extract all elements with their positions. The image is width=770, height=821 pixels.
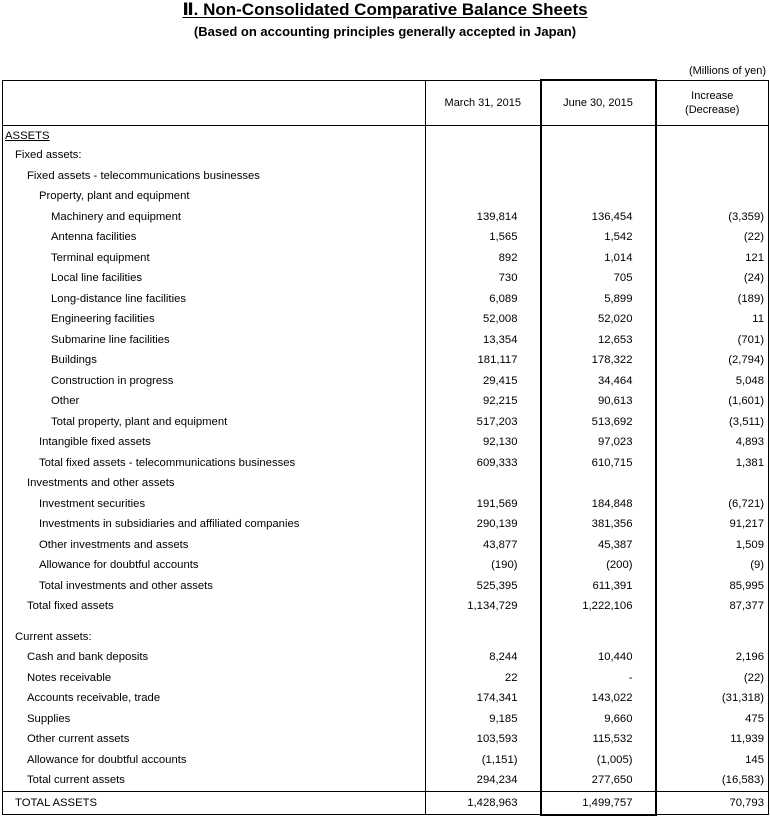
row-value-col3: 121 [656, 248, 769, 269]
row-label: Allowance for doubtful accounts [3, 750, 426, 771]
row-value-col3 [656, 145, 769, 166]
row-value-col1: 8,244 [426, 647, 541, 668]
row-value-col3: (16,583) [656, 770, 769, 791]
row-value-col1: 191,569 [426, 494, 541, 515]
row-value-col1: 6,089 [426, 289, 541, 310]
row-value-col1 [426, 166, 541, 187]
row-label: Machinery and equipment [3, 207, 426, 228]
row-value-col2: 143,022 [541, 688, 656, 709]
row-value-col1: 525,395 [426, 576, 541, 597]
row-value-col1: 9,185 [426, 709, 541, 730]
document-subtitle: (Based on accounting principles generally accepted in Japan) [193, 24, 577, 39]
table-row [3, 688, 769, 709]
row-label: Local line facilities [3, 268, 426, 289]
row-value-col1: 174,341 [426, 688, 541, 709]
row-label: Buildings [3, 350, 426, 371]
row-label: Total fixed assets [3, 596, 426, 617]
balance-sheet-table [2, 79, 769, 816]
table-row [3, 750, 769, 771]
column-header-increase-decrease: Increase (Decrease) [656, 80, 769, 126]
table-row [3, 432, 769, 453]
row-value-col3: 5,048 [656, 371, 769, 392]
row-value-col3: 1,509 [656, 535, 769, 556]
row-label: Engineering facilities [3, 309, 426, 330]
header-row [3, 80, 769, 126]
table-row [3, 350, 769, 371]
row-value-col1: 43,877 [426, 535, 541, 556]
row-value-col2: 184,848 [541, 494, 656, 515]
row-value-col2: 10,440 [541, 647, 656, 668]
row-value-col1: 103,593 [426, 729, 541, 750]
row-value-col1: 1,565 [426, 227, 541, 248]
row-value-col1: 139,814 [426, 207, 541, 228]
row-value-col2: 52,020 [541, 309, 656, 330]
row-label: Total fixed assets - telecommunications businesses [3, 453, 426, 474]
row-value-col3: (22) [656, 227, 769, 248]
row-value-col1 [426, 627, 541, 648]
table-row [3, 371, 769, 392]
row-value-col1: 290,139 [426, 514, 541, 535]
row-value-col2: 9,660 [541, 709, 656, 730]
row-value-col3 [656, 627, 769, 648]
table-row [3, 227, 769, 248]
row-value-col3 [656, 166, 769, 187]
row-label: Other current assets [3, 729, 426, 750]
table-row [3, 248, 769, 269]
row-label: Allowance for doubtful accounts [3, 555, 426, 576]
row-label: Cash and bank deposits [3, 647, 426, 668]
row-label: Terminal equipment [3, 248, 426, 269]
row-label: Other investments and assets [3, 535, 426, 556]
row-value-col1: 609,333 [426, 453, 541, 474]
spacer-row [3, 617, 769, 627]
row-value-col3: (3,511) [656, 412, 769, 433]
row-value-col2: 136,454 [541, 207, 656, 228]
row-value-col2 [541, 627, 656, 648]
table-row [3, 412, 769, 433]
table-row [3, 576, 769, 597]
row-value-col2: 90,613 [541, 391, 656, 412]
row-value-col1: 22 [426, 668, 541, 689]
table-row [3, 770, 769, 791]
row-value-col1 [426, 473, 541, 494]
row-label: Accounts receivable, trade [3, 688, 426, 709]
unit-note: (Millions of yen) [688, 65, 766, 77]
row-value-col1: 52,008 [426, 309, 541, 330]
row-value-col1 [426, 186, 541, 207]
row-value-col2: 5,899 [541, 289, 656, 310]
row-value-col1: (1,151) [426, 750, 541, 771]
row-value-col1: 29,415 [426, 371, 541, 392]
row-value-col2: 1,542 [541, 227, 656, 248]
row-value-col3: 11 [656, 309, 769, 330]
row-label: Intangible fixed assets [3, 432, 426, 453]
row-label: Current assets: [3, 627, 426, 648]
row-value-col2 [541, 145, 656, 166]
row-value-col3: 91,217 [656, 514, 769, 535]
row-value-col3 [656, 473, 769, 494]
row-value-col1: 730 [426, 268, 541, 289]
row-value-col3: 85,995 [656, 576, 769, 597]
table-row [3, 555, 769, 576]
total-value-col1: 1,428,963 [426, 791, 541, 815]
row-value-col2: 12,653 [541, 330, 656, 351]
row-value-col1: 1,134,729 [426, 596, 541, 617]
row-value-col2 [541, 473, 656, 494]
table-row [3, 709, 769, 730]
row-value-col2: 1,014 [541, 248, 656, 269]
row-value-col2: - [541, 668, 656, 689]
row-value-col3: (6,721) [656, 494, 769, 515]
table-row [3, 535, 769, 556]
section-heading-assets: ASSETS [5, 129, 50, 142]
row-label: Other [3, 391, 426, 412]
table-row [3, 453, 769, 474]
row-label: Submarine line facilities [3, 330, 426, 351]
row-value-col3: (1,601) [656, 391, 769, 412]
row-value-col2: (200) [541, 555, 656, 576]
row-label: Supplies [3, 709, 426, 730]
row-value-col3: (24) [656, 268, 769, 289]
row-value-col3: (31,318) [656, 688, 769, 709]
row-value-col2: 97,023 [541, 432, 656, 453]
row-value-col2: (1,005) [541, 750, 656, 771]
table-row [3, 647, 769, 668]
row-value-col3: (701) [656, 330, 769, 351]
row-label: Fixed assets: [3, 145, 426, 166]
row-value-col3: (22) [656, 668, 769, 689]
row-label: Notes receivable [3, 668, 426, 689]
row-value-col3: 11,939 [656, 729, 769, 750]
row-label: Long-distance line facilities [3, 289, 426, 310]
table-row [3, 330, 769, 351]
row-label: Investments and other assets [3, 473, 426, 494]
row-value-col1: 892 [426, 248, 541, 269]
row-value-col2: 115,532 [541, 729, 656, 750]
row-value-col2: 34,464 [541, 371, 656, 392]
row-value-col3: (189) [656, 289, 769, 310]
row-value-col2: 178,322 [541, 350, 656, 371]
row-value-col3: 145 [656, 750, 769, 771]
table-row [3, 494, 769, 515]
row-value-col3: (2,794) [656, 350, 769, 371]
row-value-col3: 475 [656, 709, 769, 730]
row-label: Fixed assets - telecommunications businesses [3, 166, 426, 187]
row-value-col2 [541, 186, 656, 207]
row-label: Construction in progress [3, 371, 426, 392]
row-value-col1: 517,203 [426, 412, 541, 433]
row-value-col3: 1,381 [656, 453, 769, 474]
row-label: Investments in subsidiaries and affiliated companies [3, 514, 426, 535]
row-value-col1: 92,130 [426, 432, 541, 453]
column-header-june-2015: June 30, 2015 [541, 80, 656, 126]
row-value-col1: 92,215 [426, 391, 541, 412]
table-row [3, 145, 769, 166]
row-value-col3: (3,359) [656, 207, 769, 228]
total-row [3, 791, 769, 815]
table-row [3, 596, 769, 617]
row-value-col3: (9) [656, 555, 769, 576]
row-value-col1 [426, 145, 541, 166]
table-row [3, 473, 769, 494]
table-row [3, 268, 769, 289]
total-value-col2: 1,499,757 [541, 791, 656, 815]
row-label: Total investments and other assets [3, 576, 426, 597]
row-value-col2: 381,356 [541, 514, 656, 535]
row-value-col2 [541, 166, 656, 187]
row-value-col3 [656, 186, 769, 207]
row-value-col2: 277,650 [541, 770, 656, 791]
row-value-col3: 87,377 [656, 596, 769, 617]
table-row [3, 514, 769, 535]
table-row [3, 309, 769, 330]
table-row [3, 668, 769, 689]
row-value-col1: 13,354 [426, 330, 541, 351]
row-value-col1: 181,117 [426, 350, 541, 371]
section-row [3, 126, 769, 146]
table-row [3, 391, 769, 412]
row-value-col3: 2,196 [656, 647, 769, 668]
row-value-col2: 45,387 [541, 535, 656, 556]
table-row [3, 186, 769, 207]
row-label: Property, plant and equipment [3, 186, 426, 207]
row-label: Investment securities [3, 494, 426, 515]
row-label: Total property, plant and equipment [3, 412, 426, 433]
row-value-col2: 513,692 [541, 412, 656, 433]
row-value-col2: 610,715 [541, 453, 656, 474]
table-row [3, 627, 769, 648]
row-value-col2: 1,222,106 [541, 596, 656, 617]
header-label-cell [3, 80, 426, 126]
total-label: TOTAL ASSETS [3, 791, 426, 815]
column-header-march-2015: March 31, 2015 [426, 80, 541, 126]
table-row [3, 207, 769, 228]
row-label: Total current assets [3, 770, 426, 791]
table-row [3, 166, 769, 187]
row-value-col2: 705 [541, 268, 656, 289]
row-value-col2: 611,391 [541, 576, 656, 597]
row-label: Antenna facilities [3, 227, 426, 248]
document-title: Ⅱ. Non-Consolidated Comparative Balance Sheets [182, 0, 588, 19]
table-row [3, 289, 769, 310]
total-value-col3: 70,793 [656, 791, 769, 815]
row-value-col1: 294,234 [426, 770, 541, 791]
row-value-col3: 4,893 [656, 432, 769, 453]
table-row [3, 729, 769, 750]
row-value-col1: (190) [426, 555, 541, 576]
